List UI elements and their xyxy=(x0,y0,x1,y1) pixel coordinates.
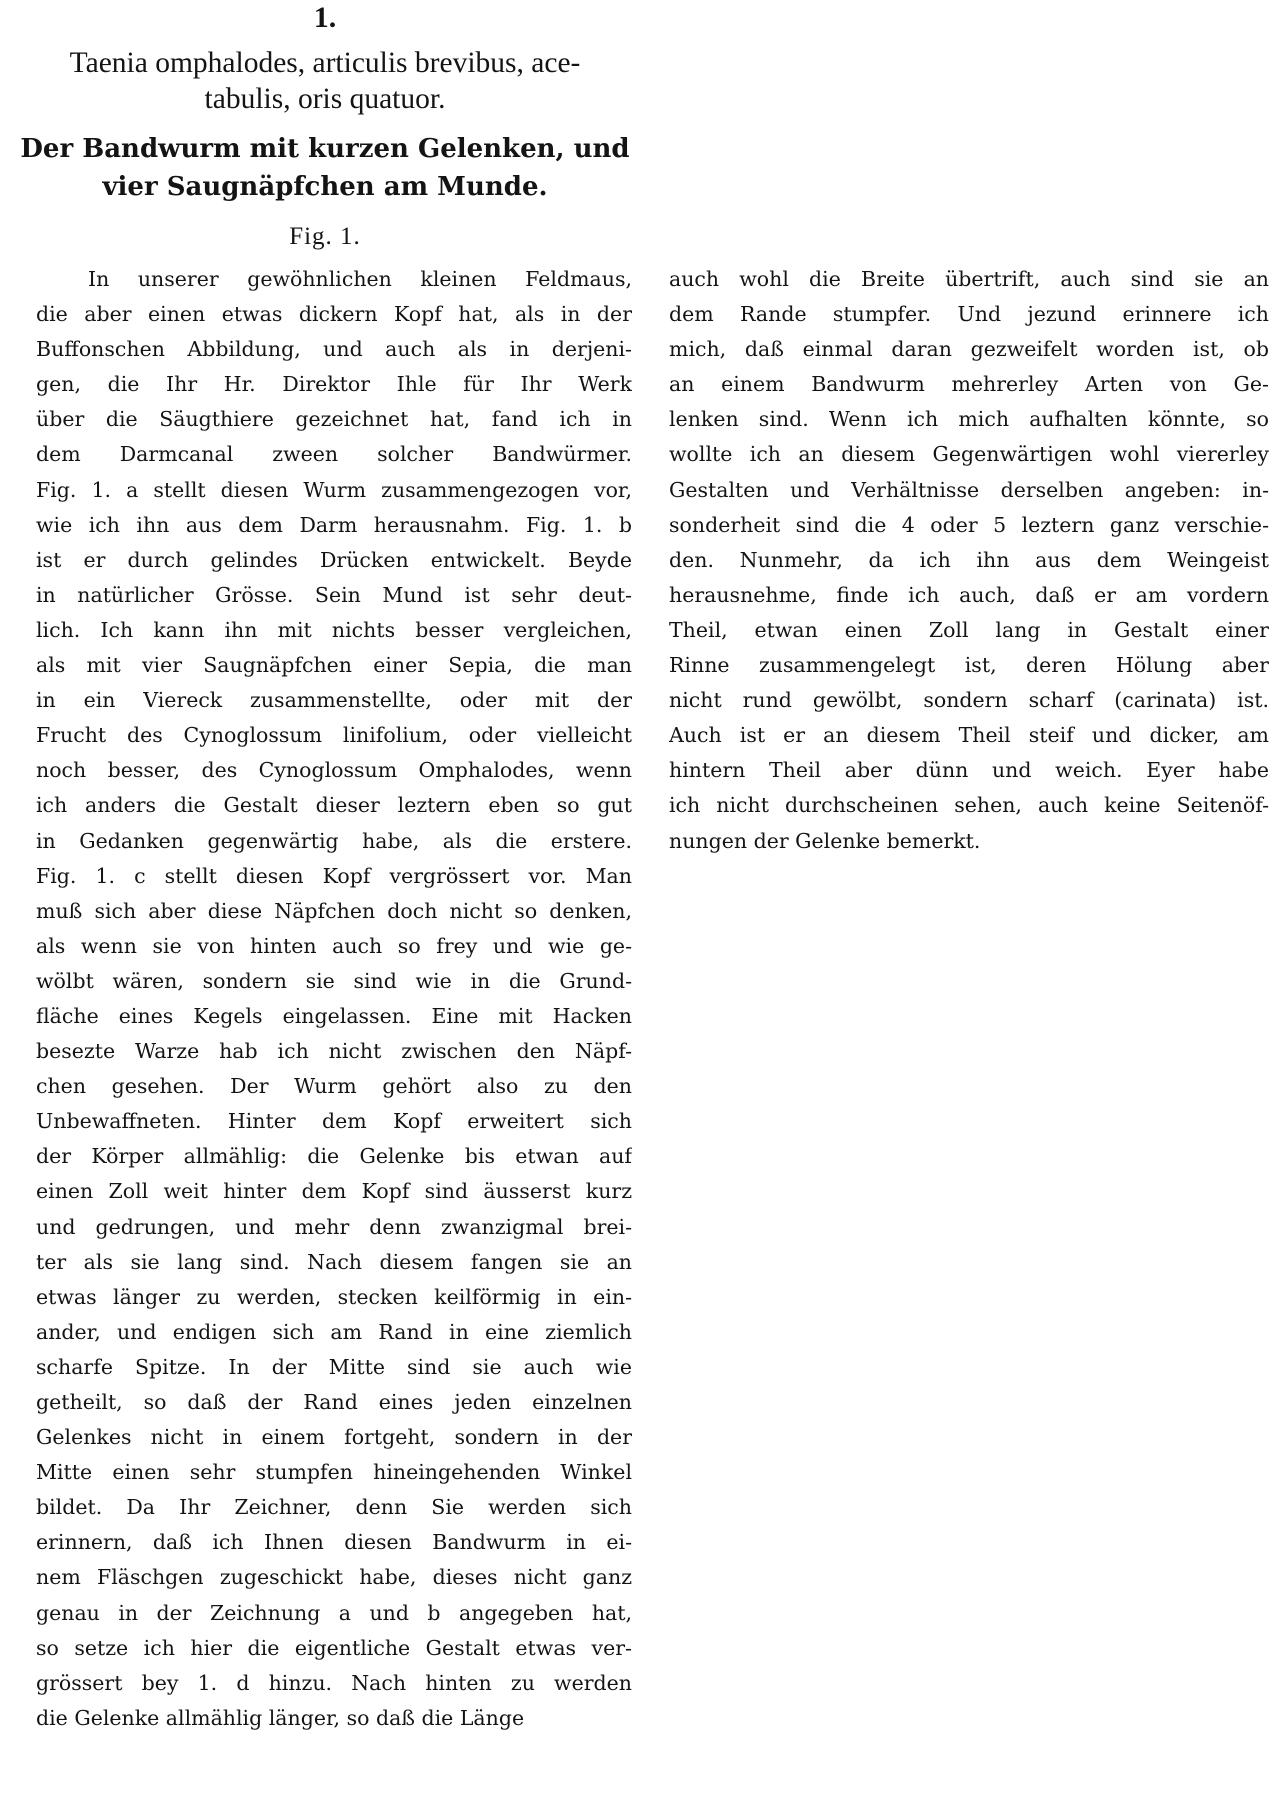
text-line: Gelenkes nicht in einem fortgeht, sondern in der xyxy=(36,1425,632,1450)
text-line: Frucht des Cynoglossum linifolium, oder vielleicht xyxy=(36,723,632,748)
right-text-column xyxy=(669,262,1269,859)
text-line: erinnern, daß ich Ihnen diesen Bandwurm in ei- xyxy=(36,1530,632,1555)
latin-title xyxy=(20,45,630,117)
text-line: wollte ich an diesem Gegenwärtigen wohl viererley xyxy=(669,442,1269,467)
text-line: besezte Warze hab ich nicht zwischen den Näpf- xyxy=(36,1039,632,1064)
text-line: Unbewaffneten. Hinter dem Kopf erweitert sich xyxy=(36,1109,632,1134)
text-line: nem Fläschgen zugeschickt habe, dieses nicht ganz xyxy=(36,1565,632,1590)
text-line: lich. Ich kann ihn mit nichts besser vergleichen, xyxy=(36,617,632,642)
text-line: wie ich ihn aus dem Darm herausnahm. Fig. 1. b xyxy=(36,512,632,537)
page-number: 1. xyxy=(313,1,337,34)
figure-label: Fig. 1. xyxy=(289,223,361,250)
text-line: etwas länger zu werden, stecken keilförmig in ein- xyxy=(36,1284,632,1309)
text-line: Rinne zusammengelegt ist, deren Hölung aber xyxy=(669,653,1269,678)
text-line: ander, und endigen sich am Rand in eine ziemlich xyxy=(36,1319,632,1344)
latin-title-line-2: tabulis, oris quatuor. xyxy=(204,83,446,115)
text-line: chen gesehen. Der Wurm gehört also zu den xyxy=(36,1074,632,1099)
text-line: über die Säugthiere gezeichnet hat, fand ich in xyxy=(36,407,632,432)
text-line: hintern Theil aber dünn und weich. Eyer habe xyxy=(669,758,1269,783)
text-line: lenken sind. Wenn ich mich aufhalten könnte, so xyxy=(669,407,1269,432)
text-line: genau in der Zeichnung a und b angegeben hat, xyxy=(36,1600,632,1625)
german-title-line-1: Der Bandwurm mit kurzen Gelenken, und xyxy=(20,134,630,164)
text-line: Gestalten und Verhältnisse derselben angeben: in- xyxy=(669,477,1269,502)
text-line: und gedrungen, und mehr denn zwanzigmal brei- xyxy=(36,1214,632,1239)
text-line: bildet. Da Ihr Zeichner, denn Sie werden sich xyxy=(36,1495,632,1520)
text-line: einen Zoll weit hinter dem Kopf sind äusserst kurz xyxy=(36,1179,632,1204)
text-line: Auch ist er an diesem Theil steif und dicker, am xyxy=(669,723,1269,748)
text-line: Theil, etwan einen Zoll lang in Gestalt einer xyxy=(669,617,1269,642)
text-line: noch besser, des Cynoglossum Omphalodes, wenn xyxy=(36,758,632,783)
text-line: Buffonschen Abbildung, und auch als in derjeni- xyxy=(36,337,632,362)
text-line: ist er durch gelindes Drücken entwickelt. Beyde xyxy=(36,547,632,572)
text-line: ich nicht durchscheinen sehen, auch keine Seitenöf- xyxy=(669,793,1269,818)
text-line: in Gedanken gegenwärtig habe, als die erstere. xyxy=(36,828,632,853)
text-line: muß sich aber diese Näpfchen doch nicht so denken, xyxy=(36,898,632,923)
german-title xyxy=(20,130,630,206)
text-line: als wenn sie von hinten auch so frey und wie ge- xyxy=(36,933,632,958)
text-line: in natürlicher Grösse. Sein Mund ist sehr deut- xyxy=(36,582,632,607)
text-line: scharfe Spitze. In der Mitte sind sie auch wie xyxy=(36,1354,632,1379)
text-line: als mit vier Saugnäpfchen einer Sepia, die man xyxy=(36,653,632,678)
text-line: in ein Viereck zusammenstellte, oder mit der xyxy=(36,688,632,713)
text-line: auch wohl die Breite übertrift, auch sind sie an xyxy=(669,267,1269,291)
text-line: dem Darmcanal zween solcher Bandwürmer. xyxy=(36,442,632,467)
text-line: gen, die Ihr Hr. Direktor Ihle für Ihr Werk xyxy=(36,372,632,397)
text-line: nicht rund gewölbt, sondern scharf (carinata) ist. xyxy=(669,688,1269,713)
text-line: nungen der Gelenke bemerkt. xyxy=(669,828,981,853)
text-line: dem Rande stumpfer. Und jezund erinnere ich xyxy=(669,302,1269,327)
text-line: getheilt, so daß der Rand eines jeden einzelnen xyxy=(36,1390,632,1414)
text-line: ter als sie lang sind. Nach diesem fangen sie an xyxy=(36,1249,632,1274)
text-line: herausnehme, finde ich auch, daß er am vordern xyxy=(669,582,1269,607)
text-line: ich anders die Gestalt dieser leztern eben so gut xyxy=(36,793,632,818)
text-line: grössert bey 1. d hinzu. Nach hinten zu werden xyxy=(36,1670,632,1695)
text-line: Mitte einen sehr stumpfen hineingehenden Winkel xyxy=(36,1460,632,1485)
text-line: Fig. 1. c stellt diesen Kopf vergrössert vor. Man xyxy=(36,863,632,888)
latin-title-line-1: Taenia omphalodes, articulis brevibus, ace- xyxy=(69,47,581,79)
text-line: die Gelenke allmählig länger, so daß die Länge xyxy=(36,1705,525,1730)
text-line: die aber einen etwas dickern Kopf hat, als in der xyxy=(36,302,632,327)
text-line: den. Nunmehr, da ich ihn aus dem Weingeist xyxy=(669,547,1269,572)
text-line: an einem Bandwurm mehrerley Arten von Ge- xyxy=(669,372,1269,397)
german-title-line-2: vier Saugnäpfchen am Munde. xyxy=(102,172,548,202)
text-line: In unserer gewöhnlichen kleinen Feldmaus, xyxy=(88,267,632,291)
text-line: mich, daß einmal daran gezweifelt worden ist, ob xyxy=(669,337,1269,362)
left-text-column xyxy=(36,262,632,1736)
text-line: so setze ich hier die eigentliche Gestalt etwas ver- xyxy=(36,1635,632,1660)
text-line: wölbt wären, sondern sie sind wie in die Grund- xyxy=(36,968,632,993)
text-line: fläche eines Kegels eingelassen. Eine mit Hacken xyxy=(36,1003,632,1028)
text-line: Fig. 1. a stellt diesen Wurm zusammengezogen vor, xyxy=(36,477,632,502)
text-line: sonderheit sind die 4 oder 5 leztern ganz verschie- xyxy=(669,512,1269,537)
text-line: der Körper allmählig: die Gelenke bis etwan auf xyxy=(36,1144,632,1169)
